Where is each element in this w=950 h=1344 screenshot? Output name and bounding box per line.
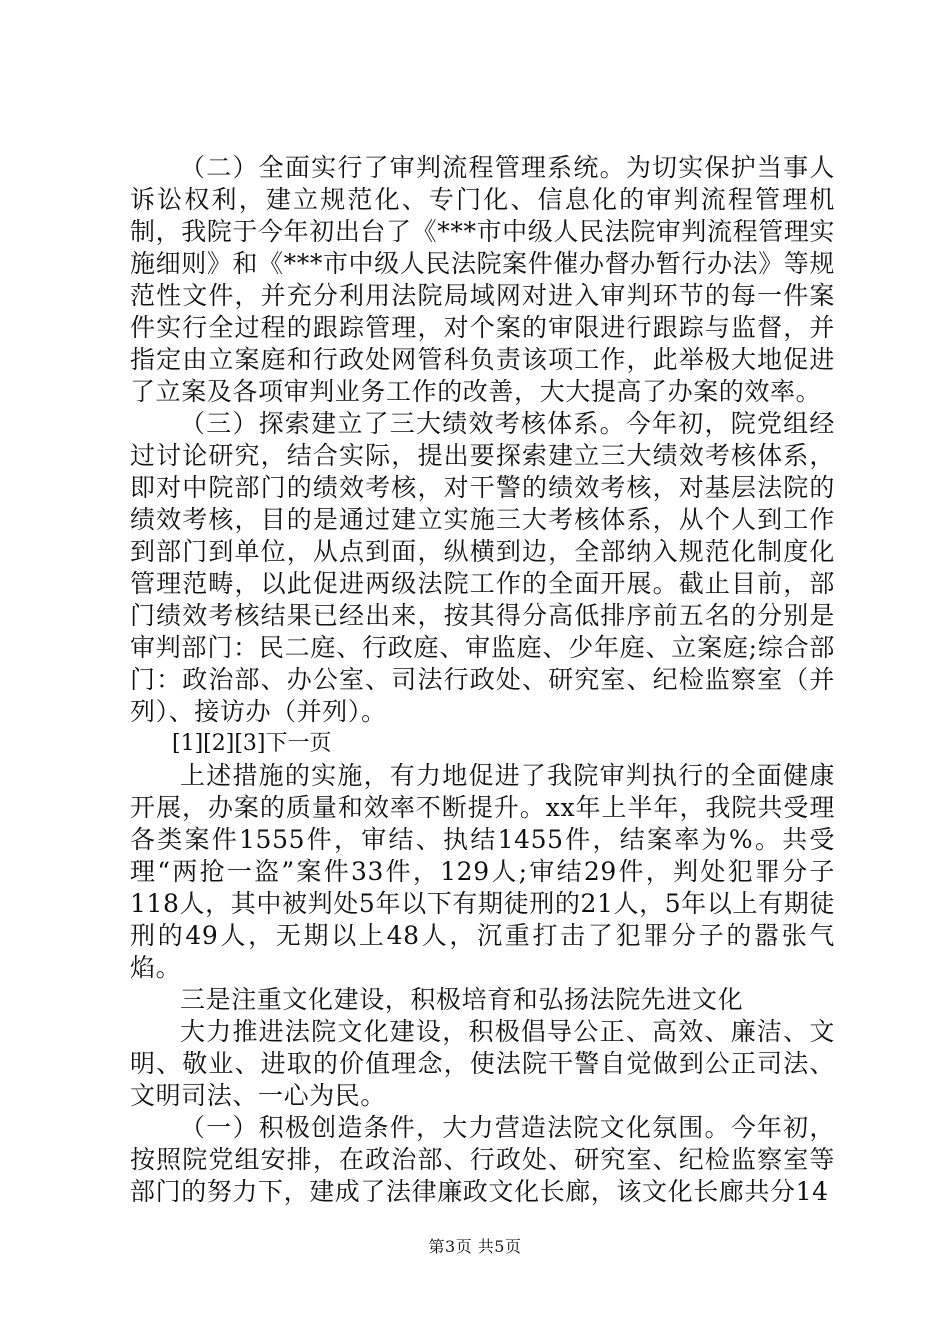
page-link-3[interactable]: [3] xyxy=(234,731,266,756)
pagination-links xyxy=(130,728,835,760)
paragraph-results: 上述措施的实施，有力地促进了我院审判执行的全面健康开展，办案的质量和效率不断提升。xx年上半年，我院共受理各类案件1555件，审结、执结1455件，结案率为%。共受理“两抢一盗”案件33件，129人;审结29件，判处犯罪分子118人，其中被判处5年以下有期徒刑的21人，5年以上有期徒刑的49人，无期以上48人，沉重打击了犯罪分子的嚣张气焰。 xyxy=(130,761,835,982)
page-link-2[interactable]: [2] xyxy=(203,731,235,756)
paragraph-performance-assessment: （三）探索建立了三大绩效考核体系。今年初，院党组经过讨论研究，结合实际，提出要探索建立三大绩效考核体系，即对中院部门的绩效考核，对干警的绩效考核，对基层法院的绩效考核，目的是通过建立实施三大考核体系，从个人到工作到部门到单位，从点到面，纵横到边，全部纳入规范化制度化管理范畴，以此促进两级法院工作的全面开展。截止目前，部门绩效考核结果已经出来，按其得分高低排序前五名的分别是审判部门：民二庭、行政庭、审监庭、少年庭、立案庭;综合部门：政治部、办公室、司法行政处、研究室、纪检监察室（并列）、接访办（并列）。 xyxy=(130,409,835,726)
paragraph-culture-atmosphere: （一）积极创造条件，大力营造法院文化氛围。今年初，按照院党组安排，在政治部、行政处、研究室、纪检监察室等部门的努力下，建成了法律廉政文化长廊，该文化长廊共分14 xyxy=(130,1113,835,1206)
paragraph-process-management: （二）全面实行了审判流程管理系统。为切实保护当事人诉讼权利，建立规范化、专门化、信息化的审判流程管理机制，我院于今年初出台了《***市中级人民法院审判流程管理实施细则》和《***市中级人民法院案件催办督办暂行办法》等规范性文件，并充分利用法院局域网对进入审判环节的每一件案件实行全过程的跟踪管理，对个案的审限进行跟踪与监督，并指定由立案庭和行政处网管科负责该项工作，此举极大地促进了立案及各项审判业务工作的改善，大大提高了办案的效率。 xyxy=(130,153,835,406)
paragraph-culture-intro: 大力推进法院文化建设，积极倡导公正、高效、廉洁、文明、敬业、进取的价值理念，使法院干警自觉做到公正司法、文明司法、一心为民。 xyxy=(130,1017,835,1110)
section-heading-culture: 三是注重文化建设，积极培育和弘扬法院先进文化 xyxy=(180,985,744,1014)
page-link-1[interactable]: [1] xyxy=(172,731,204,756)
next-page-link[interactable]: 下一页 xyxy=(265,731,332,756)
page-footer: 第3页 共5页 xyxy=(428,1237,522,1256)
document-body xyxy=(130,152,835,1208)
